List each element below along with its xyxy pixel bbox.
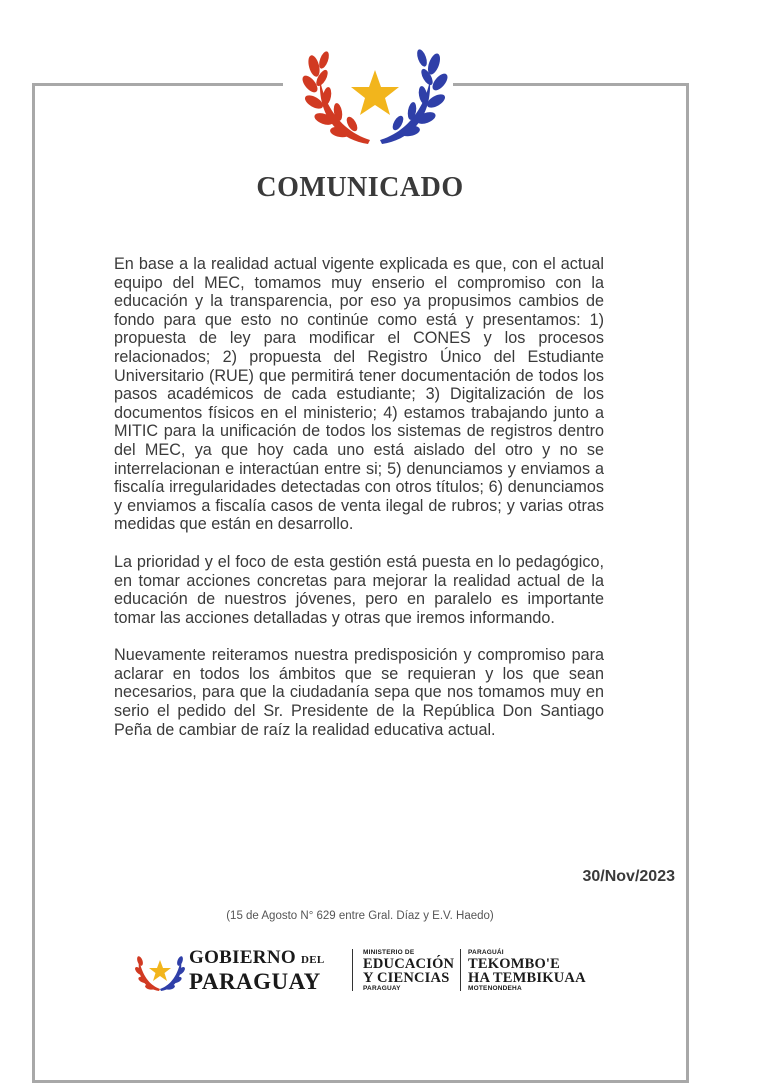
- ministerio-wordmark: [363, 949, 454, 993]
- gobierno-del: DEL: [300, 954, 325, 966]
- gobierno-wordmark: [189, 947, 325, 993]
- logo-divider: [352, 949, 353, 991]
- ministerio-label: MINISTERIO DE: [363, 949, 415, 956]
- document-date: 30/Nov/2023: [582, 868, 675, 885]
- gobierno-line-1: GOBIERNO: [189, 947, 296, 968]
- ministerio-country: PARAGUAY: [363, 985, 401, 992]
- ministerio-line-1: EDUCACIÓN: [363, 956, 455, 972]
- guarani-sub: MOTENONDEHA: [468, 985, 522, 992]
- page-title: COMUNICADO: [256, 172, 464, 203]
- communique-body: [114, 255, 604, 758]
- guarani-line-2: HA TEMBIKUAA: [468, 970, 586, 986]
- gobierno-emblem-icon: [135, 947, 185, 993]
- paraguay-star-emblem-icon: [300, 40, 450, 152]
- paragraph-2: La prioridad y el foco de esta gestión está puesta en lo pedagógico, en tomar acciones concretas para mejorar la realidad actual de la educación de nuestros jóvenes, pero en paralelo es importante tomar las acciones detalladas y otras que iremos informando.: [114, 552, 604, 627]
- logo-divider: [460, 949, 461, 991]
- paragraph-3: Nuevamente reiteramos nuestra predisposición y compromiso para aclarar en todos los ámbitos que se requieran y los que sean necesarios, para que la ciudadanía sepa que nos tomamos muy en serio el pedido del Sr. Presidente de la República Don Santiago Peña de cambiar de raíz la realidad educativa actual.: [114, 646, 604, 739]
- government-logos: [135, 945, 605, 995]
- footer-address: (15 de Agosto N° 629 entre Gral. Díaz y E.V. Haedo): [226, 910, 494, 922]
- paragraph-1: En base a la realidad actual vigente explicada es que, con el actual equipo del MEC, tomamos muy enserio el compromiso con la educación y la transparencia, por eso ya propusimos cambios de fondo para que esto no continúe como está y presentamos: 1) propuesta de ley para modificar el CONES y los procesos relacionados; 2) propuesta del Registro Único del Estudiante Universitario (RUE) que permitirá tener documentación de todos los pasos académicos de cada estudiante; 3) Digitalización de los documentos físicos en el ministerio; 4) estamos trabajando junto a MITIC para la unificación de todos los sistemas de registros dentro del MEC, ya que hoy cada uno está aislado del otro y no se interrelacionan e interactúan entre si; 5) denunciamos y enviamos a fiscalía irregularidades detectadas con otros títulos; 6) denunciamos y enviamos a fiscalía casos de venta ilegal de rubros; y varias otras medidas que están en desarrollo.: [114, 255, 604, 534]
- guarani-label: PARAGUÁI: [468, 949, 504, 956]
- ministerio-line-2: Y CIENCIAS: [363, 970, 450, 986]
- guarani-wordmark: [468, 949, 586, 993]
- gobierno-line-2: PARAGUAY: [189, 969, 321, 994]
- guarani-line-1: TEKOMBO'E: [468, 956, 561, 972]
